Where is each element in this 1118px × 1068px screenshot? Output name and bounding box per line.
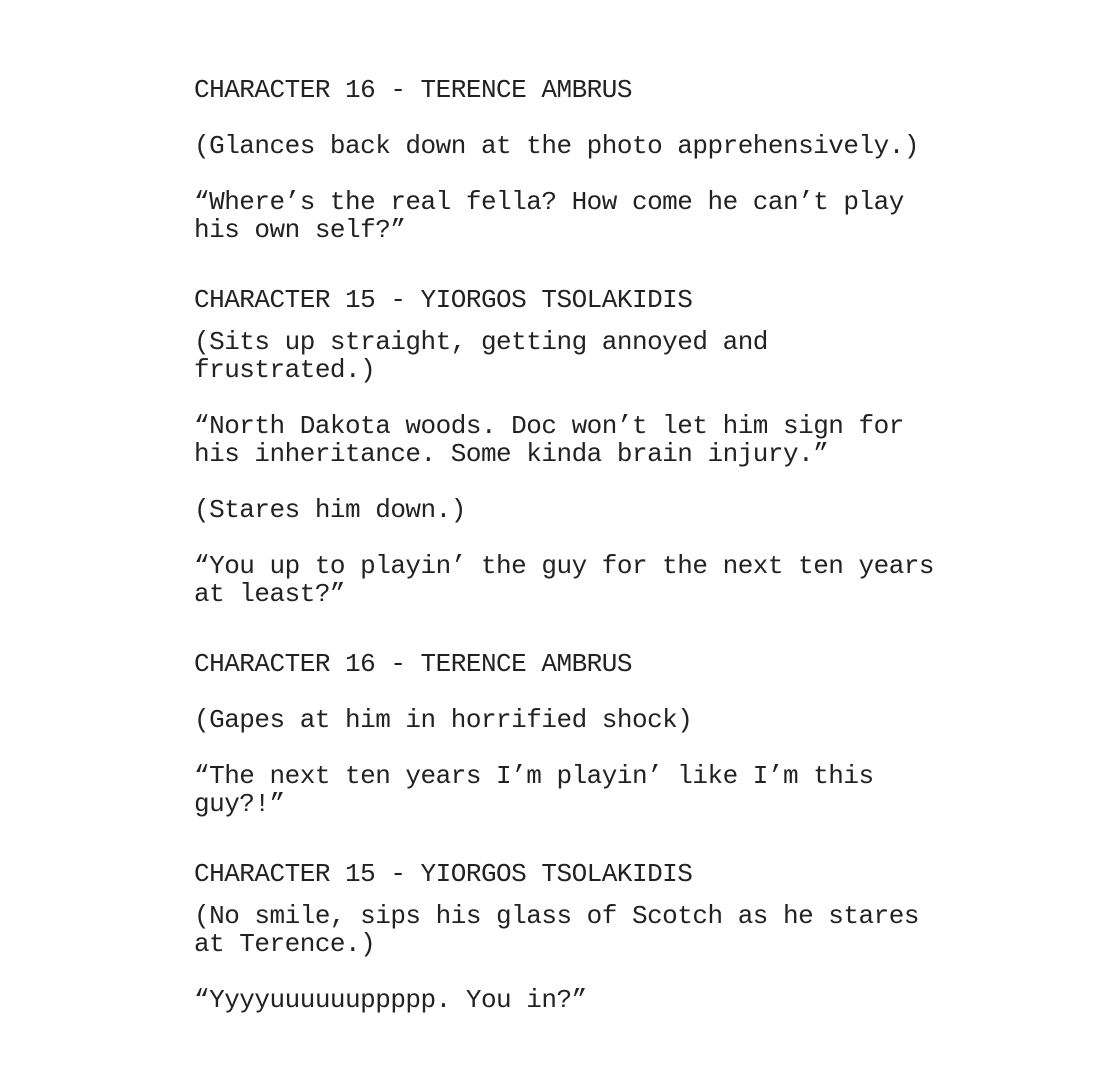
dialogue-line: his own self?” — [194, 215, 406, 245]
dialogue-line: at least?” — [194, 579, 346, 609]
dialogue-line: “Where’s the real fella? How come he can’t play — [194, 187, 904, 217]
dialogue-line: “The next ten years I’m playin’ like I’m this — [194, 761, 874, 791]
character-heading: CHARACTER 15 - YIORGOS TSOLAKIDIS — [194, 285, 693, 315]
stage-direction: (Stares him down.) — [194, 495, 466, 525]
dialogue-line: “North Dakota woods. Doc won’t let him sign for — [194, 411, 904, 441]
dialogue-line: “You up to playin’ the guy for the next ten years — [194, 551, 935, 581]
character-heading: CHARACTER 15 - YIORGOS TSOLAKIDIS — [194, 859, 693, 889]
stage-direction: (Gapes at him in horrified shock) — [194, 705, 693, 735]
dialogue-line: “Yyyyuuuuuuppppp. You in?” — [194, 985, 587, 1015]
character-heading: CHARACTER 16 - TERENCE AMBRUS — [194, 649, 632, 679]
stage-direction: (Glances back down at the photo apprehensively.) — [194, 131, 919, 161]
stage-direction: (Sits up straight, getting annoyed and — [194, 327, 768, 357]
stage-direction: (No smile, sips his glass of Scotch as he stares — [194, 901, 919, 931]
dialogue-line: guy?!” — [194, 789, 285, 819]
stage-direction: frustrated.) — [194, 355, 376, 385]
stage-direction: at Terence.) — [194, 929, 376, 959]
dialogue-line: his inheritance. Some kinda brain injury.” — [194, 439, 829, 469]
character-heading: CHARACTER 16 - TERENCE AMBRUS — [194, 75, 632, 105]
